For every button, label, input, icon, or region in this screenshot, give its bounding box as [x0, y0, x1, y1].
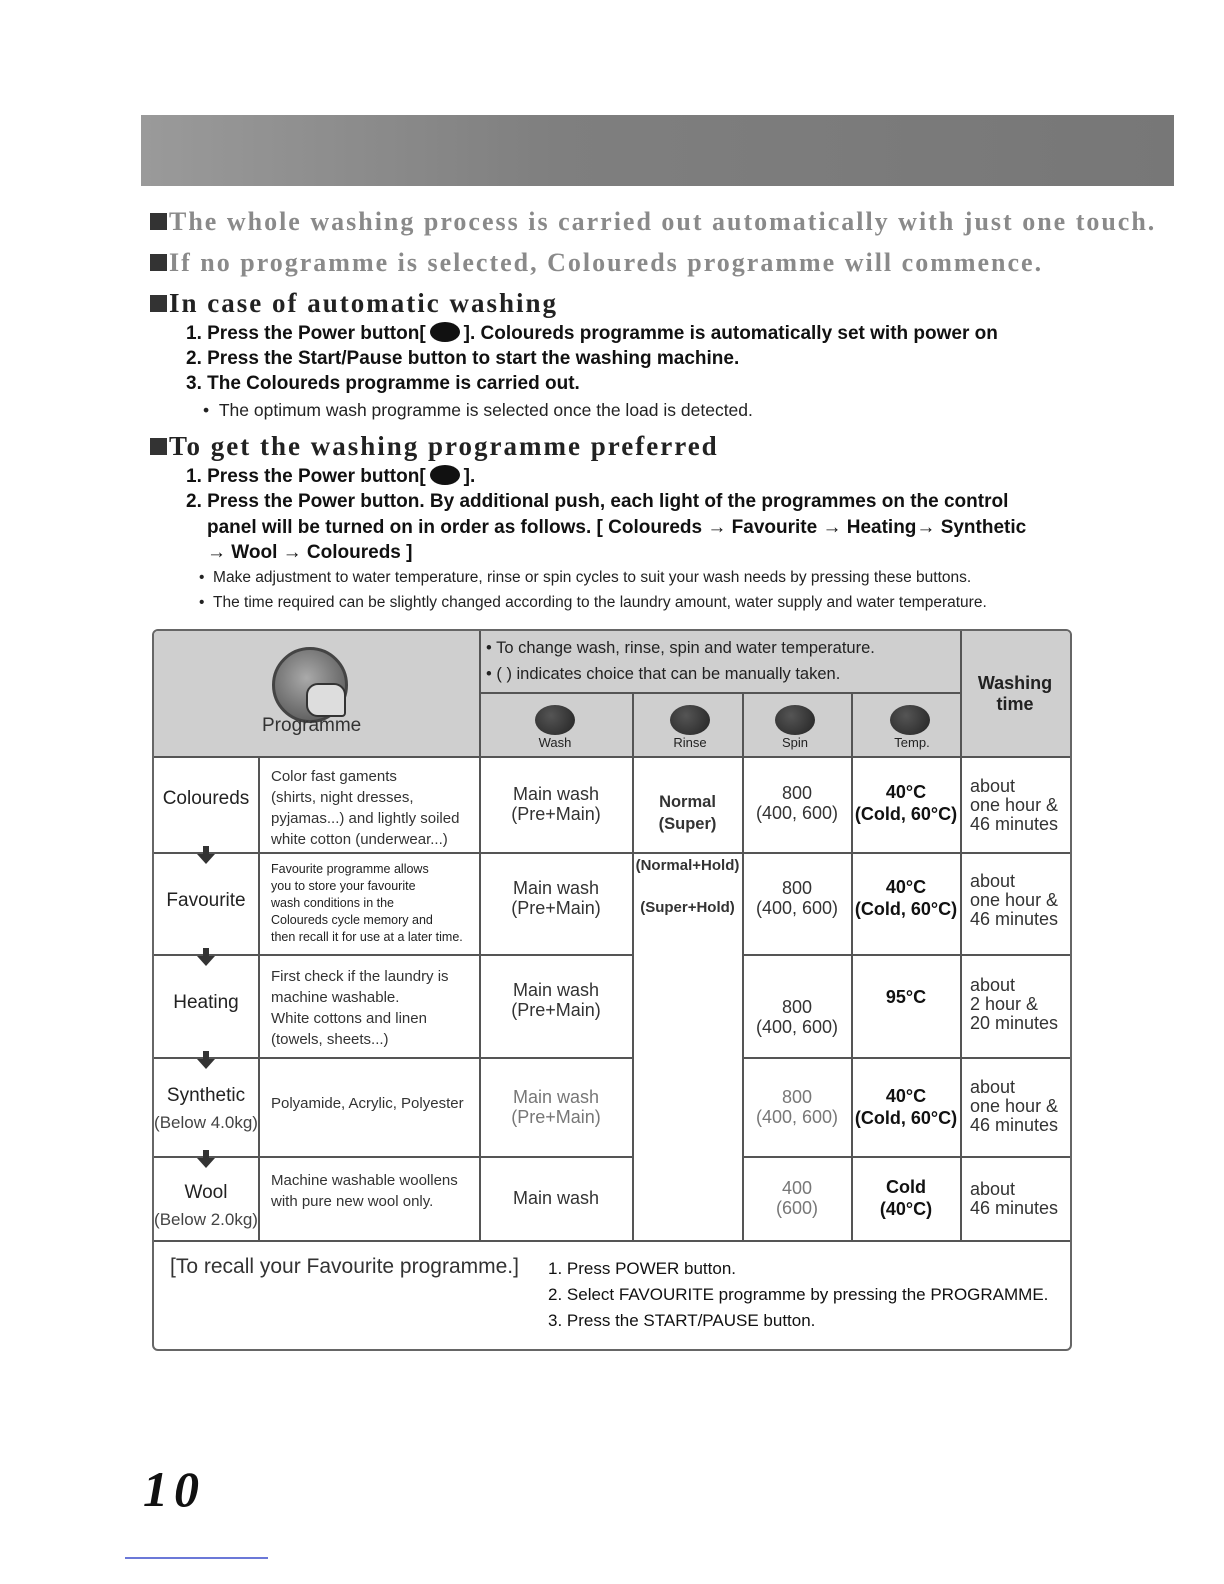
pref-section-title: To get the washing programme preferred	[150, 431, 719, 462]
programme-desc-coloureds: Color fast gaments (shirts, night dresses, pyjamas...) and lightly soiled white cotton (underwear...)	[271, 768, 460, 848]
arrow-down-icon	[197, 1059, 215, 1069]
arrow-down-icon	[203, 1150, 209, 1158]
temp-cell-coloureds: 40°C (Cold, 60°C)	[854, 782, 958, 824]
rinse-button-icon	[670, 705, 710, 735]
temp-button-label: Temp.	[894, 735, 930, 750]
temp-cell-synthetic: 40°C (Cold, 60°C)	[854, 1085, 958, 1128]
change-note-2: • ( ) indicates choice that can be manually taken.	[486, 665, 841, 683]
programme-desc-wool: Machine washable woollens with pure new wool only.	[271, 1172, 458, 1210]
temp-cell-wool: Cold (40°C)	[879, 1177, 933, 1219]
programme-table	[152, 629, 1072, 1351]
pref-step-2-line-1: 2. Press the Power button. By additional push, each light of the programmes on the control	[186, 491, 1009, 512]
wash-button-icon	[535, 705, 575, 735]
auto-step-3: 3. The Coloureds programme is carried out.	[186, 373, 580, 394]
arrow-down-icon	[197, 1158, 215, 1168]
spin-cell-wool: 400 (600)	[775, 1178, 819, 1218]
page-number: 10	[143, 1461, 205, 1517]
grid-line	[258, 756, 260, 1240]
auto-note: • The optimum wash programme is selected once the load is detected.	[203, 400, 753, 420]
pref-note-1: • Make adjustment to water temperature, rinse or spin cycles to suit your wash needs by pressing these buttons.	[199, 569, 972, 586]
spin-button-icon	[775, 705, 815, 735]
programme-name-heating: Heating	[173, 992, 239, 1013]
spin-button-label: Spin	[781, 735, 809, 750]
change-note-1: • To change wash, rinse, spin and water temperature.	[486, 639, 875, 657]
temp-cell-favourite: 40°C (Cold, 60°C)	[854, 877, 958, 919]
square-bullet-icon	[150, 438, 167, 455]
wash-cell-heating: Main wash (Pre+Main)	[511, 980, 601, 1020]
wash-cell-coloureds: Main wash (Pre+Main)	[511, 784, 601, 824]
hand-icon	[306, 683, 346, 717]
programme-desc-heating: First check if the laundry is machine washable. White cottons and linen (towels, sheets...)	[271, 968, 449, 1048]
washing-time-wool: about 46 minutes	[970, 1179, 1059, 1218]
wash-cell-wool: Main wash	[512, 1188, 600, 1208]
header-bar	[141, 115, 1174, 186]
temp-cell-heating: 95°C	[885, 987, 927, 1007]
programme-name-wool: Wool (Below 2.0kg)	[154, 1181, 258, 1229]
intro-line-1: The whole washing process is carried out automatically with just one touch.	[150, 207, 1156, 237]
pref-step-2-line-2: panel will be turned on in order as follows. [ Coloureds → Favourite → Heating→ Synthetic	[207, 517, 1027, 538]
spin-cell-synthetic: 800 (400, 600)	[755, 1086, 839, 1127]
power-button-icon	[430, 322, 460, 342]
spin-cell-favourite: 800 (400, 600)	[755, 878, 839, 918]
rinse-button-label: Rinse	[673, 735, 707, 750]
washing-time-coloureds: about one hour & 46 minutes	[970, 776, 1059, 834]
pref-step-1: 1. Press the Power button[ ].	[186, 466, 476, 487]
washing-time-heating: about 2 hour & 20 minutes	[970, 975, 1059, 1033]
footer-line	[125, 1557, 268, 1559]
programme-name-favourite: Favourite	[166, 890, 246, 911]
spin-cell-heating: 800 (400, 600)	[755, 997, 839, 1037]
washing-time-synthetic: about one hour & 46 minutes	[970, 1077, 1059, 1135]
auto-step-1: 1. Press the Power button[ ]. Coloureds programme is automatically set with power on	[186, 323, 998, 344]
pref-step-2-line-3: → Wool → Coloureds ]	[207, 542, 413, 563]
recall-title: [To recall your Favourite programme.]	[170, 1255, 519, 1278]
square-bullet-icon	[150, 254, 167, 271]
temp-button-icon	[890, 705, 930, 735]
grid-line	[154, 1240, 1070, 1242]
pref-note-2: • The time required can be slightly changed according to the laundry amount, water supply and water temperature.	[199, 594, 987, 611]
programme-name-synthetic: Synthetic (Below 4.0kg)	[154, 1085, 258, 1132]
washing-time-header: Washing time	[977, 673, 1053, 714]
intro-line-2: If no programme is selected, Coloureds programme will commence.	[150, 248, 1043, 278]
programme-name-coloureds: Coloureds	[162, 788, 250, 809]
programme-desc-favourite: Favourite programme allows you to store your favourite wash conditions in the Coloureds cycle memory and then recall it for use at a later time.	[271, 862, 463, 944]
programme-desc-synthetic: Polyamide, Acrylic, Polyester	[271, 1095, 464, 1112]
square-bullet-icon	[150, 295, 167, 312]
square-bullet-icon	[150, 213, 167, 230]
arrow-down-icon	[203, 1051, 209, 1059]
recall-step-2: 2. Select FAVOURITE programme by pressing the PROGRAMME.	[548, 1285, 1049, 1304]
arrow-down-icon	[203, 948, 209, 956]
recall-step-3: 3. Press the START/PAUSE button.	[548, 1311, 816, 1330]
programme-label: Programme	[262, 715, 362, 736]
power-button-icon	[430, 465, 460, 485]
wash-button-label: Wash	[538, 735, 572, 750]
spin-cell-coloureds: 800 (400, 600)	[755, 783, 839, 823]
auto-step-2: 2. Press the Start/Pause button to start the washing machine.	[186, 348, 740, 369]
wash-cell-synthetic: Main wash (Pre+Main)	[511, 1086, 601, 1127]
grid-line	[480, 692, 960, 694]
arrow-down-icon	[203, 846, 209, 854]
auto-section-title: In case of automatic washing	[150, 288, 558, 319]
washing-time-favourite: about one hour & 46 minutes	[970, 871, 1059, 929]
rinse-options-cell: Normal (Super) (Normal+Hold) (Super+Hold)	[635, 793, 740, 916]
grid-line	[960, 631, 962, 1240]
wash-cell-favourite: Main wash (Pre+Main)	[511, 878, 601, 918]
recall-step-1: 1. Press POWER button.	[548, 1259, 737, 1278]
